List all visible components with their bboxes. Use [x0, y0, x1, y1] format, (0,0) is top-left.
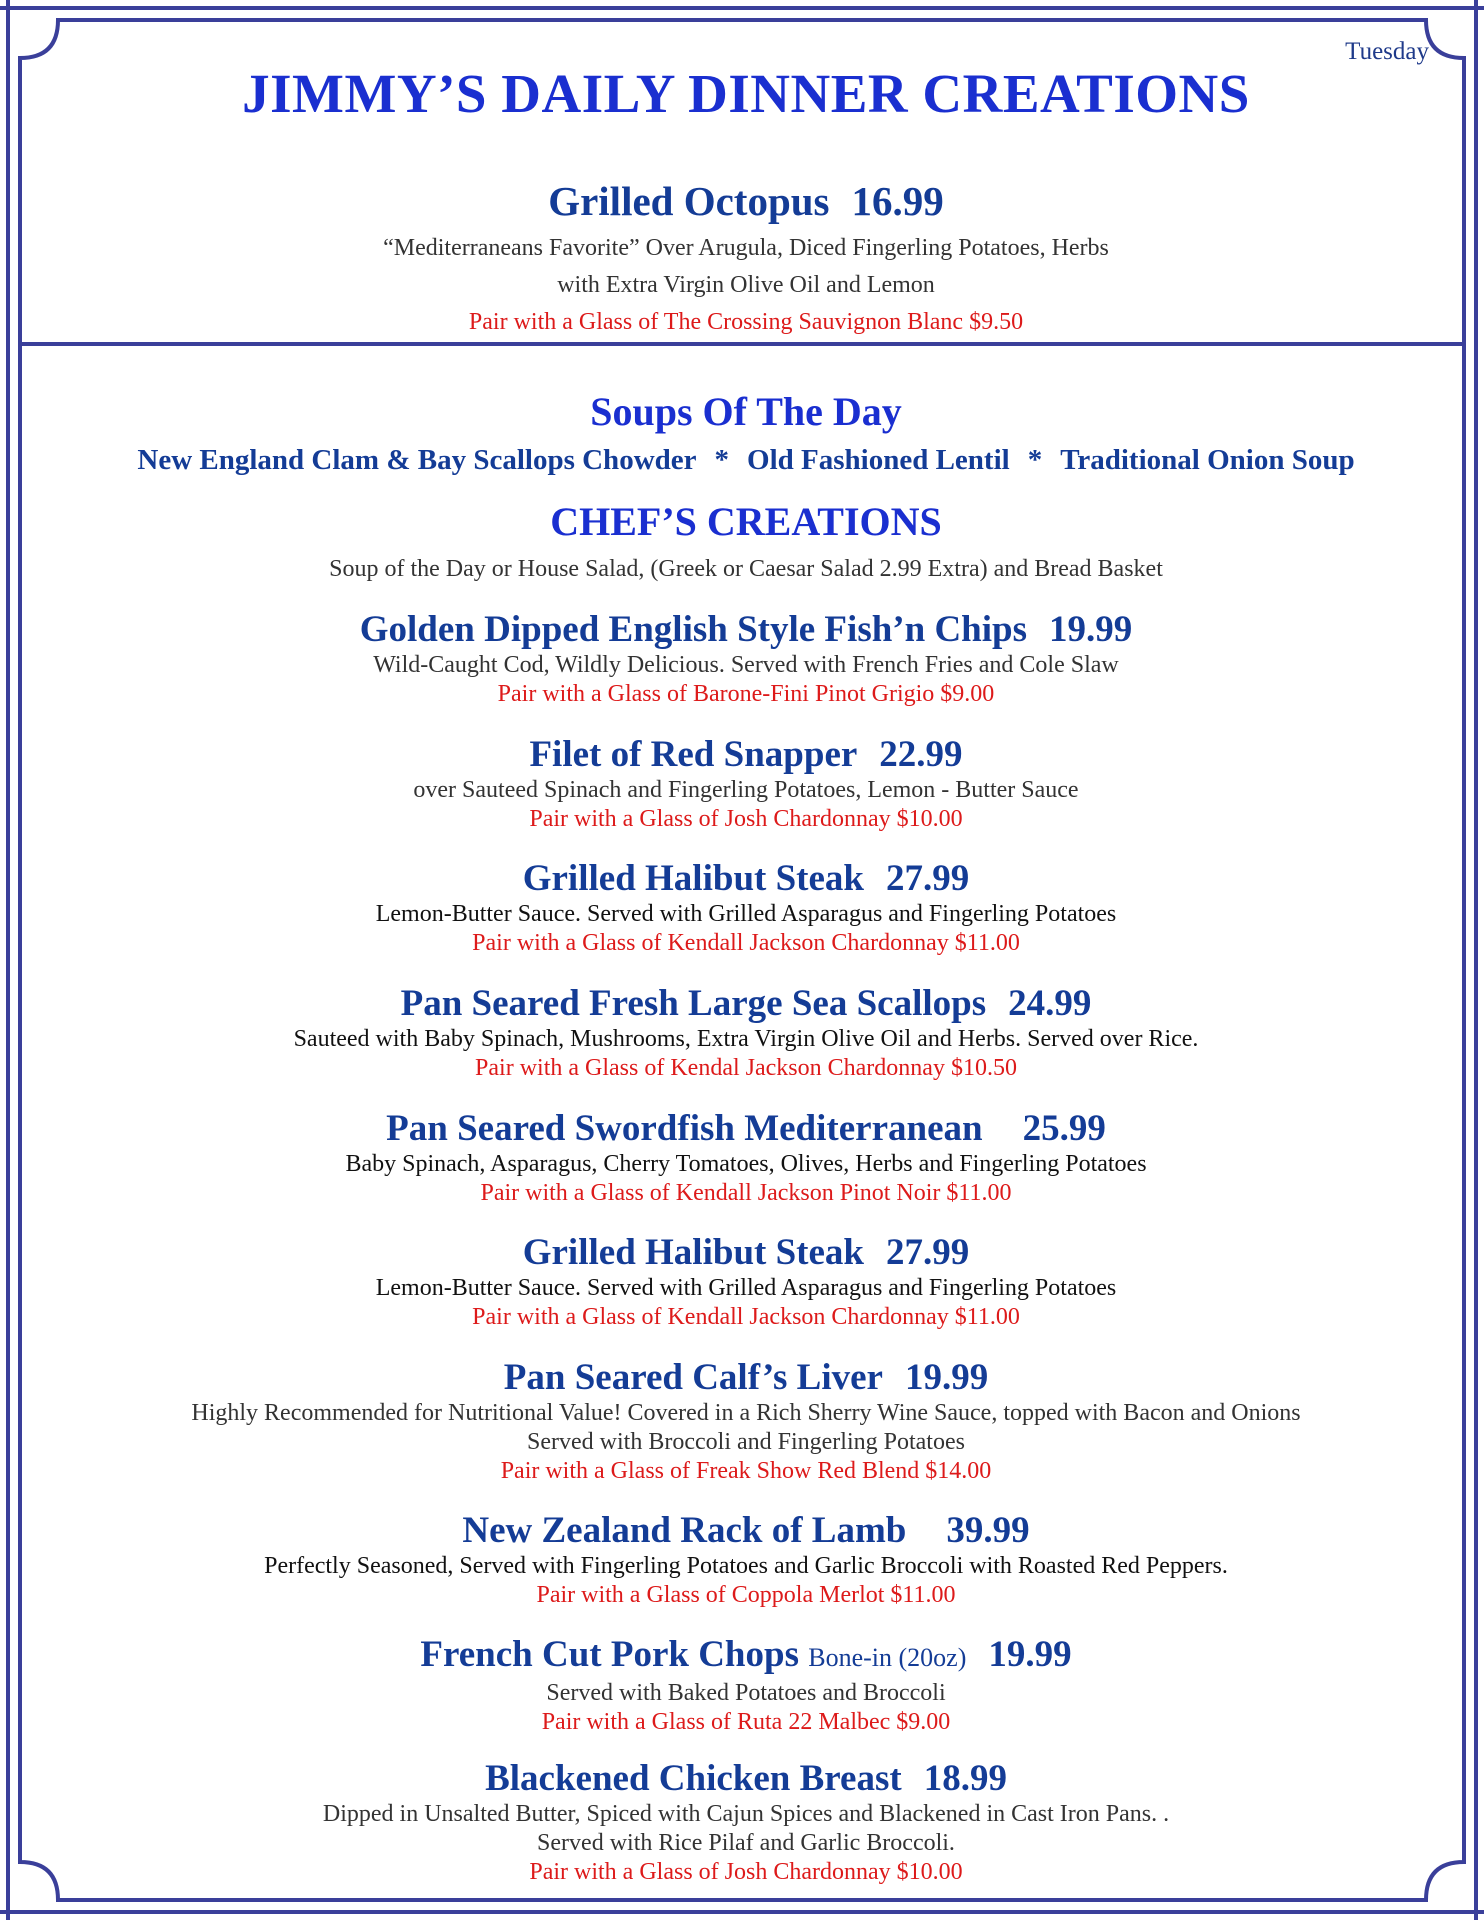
- chef-note: Soup of the Day or House Salad, (Greek or Caesar Salad 2.99 Extra) and Bread Basket: [329, 556, 1163, 582]
- dish-description: Dipped in Unsalted Butter, Spiced with Cajun Spices and Blackened in Cast Iron Pans. .: [322, 1801, 1170, 1827]
- dish-name: New Zealand Rack of Lamb: [462, 1510, 907, 1551]
- dish-description: Perfectly Seasoned, Served with Fingerling Potatoes and Garlic Broccoli with Roasted Red Peppers.: [264, 1553, 1228, 1579]
- dish-description-line2: Served with Rice Pilaf and Garlic Broccoli.: [537, 1830, 955, 1856]
- wine-pairing: Pair with a Glass of Kendall Jackson Chardonnay $11.00: [472, 1304, 1020, 1330]
- dish-description-line2: Served with Broccoli and Fingerling Potatoes: [527, 1429, 965, 1455]
- dish-name: Golden Dipped English Style Fish’n Chips: [359, 609, 1027, 650]
- menu-item: [0, 983, 1484, 1083]
- dish-title: [0, 178, 1484, 224]
- dish-name: French Cut Pork Chops: [420, 1634, 799, 1675]
- soups-heading: Soups Of The Day: [590, 389, 902, 434]
- dish-price: 19.99: [1049, 609, 1133, 650]
- dish-price: 39.99: [946, 1510, 1030, 1551]
- dish-name: Blackened Chicken Breast: [485, 1758, 902, 1799]
- wine-pairing: Pair with a Glass of Ruta 22 Malbec $9.00: [541, 1709, 951, 1735]
- wine-pairing: Pair with a Glass of Freak Show Red Blend $14.00: [500, 1458, 992, 1484]
- dish-name: Pan Seared Fresh Large Sea Scallops: [400, 983, 987, 1024]
- dish-description: “Mediterraneans Favorite” Over Arugula, Diced Fingerling Potatoes, Herbs: [383, 235, 1109, 261]
- dish-name: Filet of Red Snapper: [529, 734, 858, 775]
- soup-item: New England Clam & Bay Scallops Chowder: [137, 444, 697, 476]
- wine-pairing: Pair with a Glass of Josh Chardonnay $10.00: [529, 1859, 963, 1885]
- dish-description-line2: with Extra Virgin Olive Oil and Lemon: [557, 272, 935, 298]
- menu-item: [0, 734, 1484, 834]
- dish-name: Pan Seared Calf’s Liver: [503, 1357, 883, 1398]
- dish-description: Sauteed with Baby Spinach, Mushrooms, Extra Virgin Olive Oil and Herbs. Served over Rice.: [293, 1026, 1199, 1052]
- menu-item: [0, 1634, 1484, 1737]
- dish-price: 24.99: [1008, 983, 1092, 1024]
- dish-name: Grilled Halibut Steak: [522, 858, 864, 899]
- dish-subtitle: Bone-in (20oz): [808, 1643, 967, 1672]
- dish-description: Served with Baked Potatoes and Broccoli: [546, 1680, 946, 1706]
- wine-pairing: Pair with a Glass of Coppola Merlot $11.00: [536, 1582, 956, 1608]
- dish-description: over Sauteed Spinach and Fingerling Potatoes, Lemon - Butter Sauce: [413, 777, 1079, 803]
- dish-price: 18.99: [923, 1758, 1007, 1799]
- dish-price: 27.99: [886, 858, 970, 899]
- chef-section: [0, 499, 1484, 584]
- menu-item: [0, 1357, 1484, 1486]
- dish-price: 22.99: [879, 734, 963, 775]
- soups-section: [0, 389, 1484, 477]
- dish-description: Highly Recommended for Nutritional Value! Covered in a Rich Sherry Wine Sauce, topped with Bacon and Onions: [191, 1400, 1301, 1426]
- menu-item: [0, 1232, 1484, 1332]
- dish-price: 25.99: [1022, 1108, 1106, 1149]
- featured-dish: [0, 178, 1484, 337]
- dish-description: Baby Spinach, Asparagus, Cherry Tomatoes, Olives, Herbs and Fingerling Potatoes: [345, 1151, 1147, 1177]
- wine-pairing: Pair with a Glass of Kendall Jackson Chardonnay $11.00: [472, 930, 1020, 956]
- soup-separator: *: [1027, 444, 1043, 476]
- dish-price: 19.99: [988, 1634, 1072, 1675]
- day-label: Tuesday: [1345, 38, 1429, 65]
- dish-name: Pan Seared Swordfish Mediterranean: [386, 1108, 983, 1149]
- soup-item: Old Fashioned Lentil: [747, 444, 1010, 476]
- wine-pairing: Pair with a Glass of Barone-Fini Pinot Grigio $9.00: [497, 681, 995, 707]
- wine-pairing: Pair with a Glass of Kendal Jackson Chardonnay $10.50: [475, 1055, 1017, 1081]
- menu-item: [0, 1510, 1484, 1610]
- menu-item: [0, 1758, 1484, 1887]
- dish-price: 16.99: [851, 178, 944, 224]
- dish-price: 19.99: [904, 1357, 989, 1398]
- wine-pairing: Pair with a Glass of The Crossing Sauvignon Blanc $9.50: [468, 309, 1024, 335]
- menu-title: JIMMY’S DAILY DINNER CREATIONS: [242, 63, 1250, 124]
- dish-description: Wild-Caught Cod, Wildly Delicious. Served with French Fries and Cole Slaw: [373, 652, 1119, 678]
- menu-item: [0, 1108, 1484, 1208]
- soups-list: [0, 443, 1484, 477]
- dish-description: Lemon-Butter Sauce. Served with Grilled Asparagus and Fingerling Potatoes: [375, 1275, 1117, 1301]
- chef-heading: CHEF’S CREATIONS: [550, 499, 942, 544]
- menu-item: [0, 609, 1484, 709]
- dish-name: Grilled Octopus: [548, 178, 830, 224]
- soup-item: Traditional Onion Soup: [1060, 444, 1355, 476]
- menu-item: [0, 858, 1484, 958]
- wine-pairing: Pair with a Glass of Kendall Jackson Pinot Noir $11.00: [480, 1180, 1012, 1206]
- dish-description: Lemon-Butter Sauce. Served with Grilled Asparagus and Fingerling Potatoes: [375, 901, 1117, 927]
- soup-separator: *: [714, 444, 730, 476]
- dish-name: Grilled Halibut Steak: [522, 1232, 864, 1273]
- wine-pairing: Pair with a Glass of Josh Chardonnay $10.00: [529, 806, 963, 832]
- dish-price: 27.99: [886, 1232, 970, 1273]
